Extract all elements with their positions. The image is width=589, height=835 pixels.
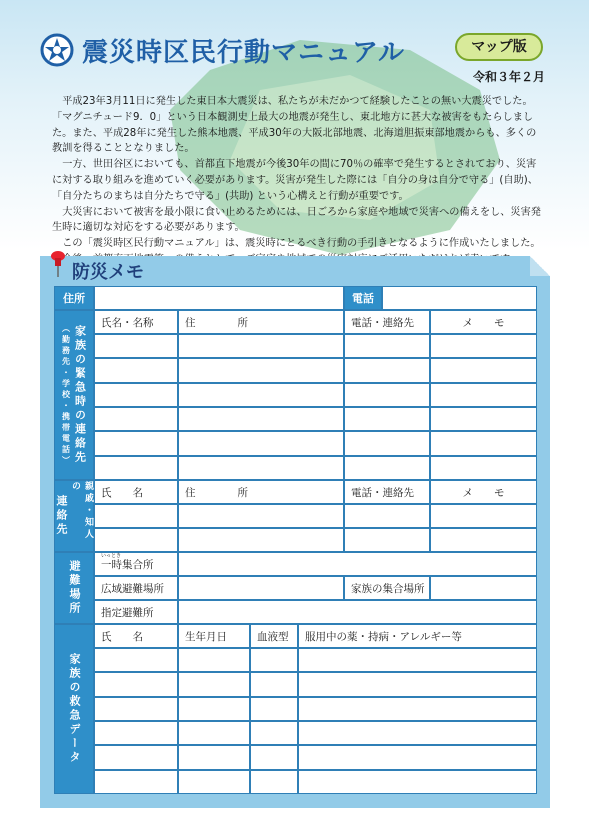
rescue-data-cell[interactable] [250,745,298,769]
family-contact-cell[interactable] [94,456,178,480]
family-contact-cell[interactable] [344,456,430,480]
family-contact-cell[interactable] [430,407,537,431]
relative-contact-cell[interactable] [94,528,178,552]
address-header: 住所 [54,286,94,310]
family-contacts-sub: （勤務先・学校・携帯電話） [61,323,71,467]
family-contact-cell[interactable] [344,431,430,455]
rescue-data-cell[interactable] [178,770,250,794]
col-phone-header: 電話・連絡先 [344,480,430,504]
family-contact-cell[interactable] [178,456,344,480]
relatives-label: 連絡先 [55,495,68,537]
setagaya-emblem-icon [40,33,74,67]
col-blood-header: 血液型 [250,624,298,648]
rescue-data-cell[interactable] [298,648,537,672]
rescue-data-cell[interactable] [94,672,178,696]
relative-contact-cell[interactable] [344,504,430,528]
col-address-header: 住 所 [178,310,344,334]
relative-contact-cell[interactable] [94,504,178,528]
col-address-header: 住 所 [178,480,344,504]
family-contacts-label: 家族の緊急時の連絡先 [73,325,87,465]
rescue-data-cell[interactable] [298,770,537,794]
relative-contact-cell[interactable] [178,528,344,552]
rescue-data-cell[interactable] [250,721,298,745]
rescue-data-cell[interactable] [178,721,250,745]
rescue-data-cell[interactable] [178,745,250,769]
address-field[interactable] [94,286,344,310]
issue-date: 令和３年２月 [472,70,545,84]
designated-shelter-label: 指定避難所 [94,600,178,624]
rescue-data-cell[interactable] [94,648,178,672]
memo-form [54,286,537,794]
rescue-data-cell[interactable] [250,697,298,721]
page-title: 震災時区民行動マニュアル [82,37,405,68]
rescue-data-cell[interactable] [178,697,250,721]
intro-text [52,94,546,268]
family-contact-cell[interactable] [344,334,430,358]
map-edition-badge: マップ版 [455,33,543,61]
family-contact-cell[interactable] [430,358,537,382]
col-medical-header: 服用中の薬・持病・アレルギー等 [298,624,537,648]
phone-header: 電話 [344,286,382,310]
intro-paragraph: この「震災時区民行動マニュアル」は、震災時にとるべき行動の手引きとなるように作成いたしました。 [62,238,541,250]
family-contact-cell[interactable] [430,334,537,358]
family-contact-cell[interactable] [430,431,537,455]
rescue-data-cell[interactable] [298,672,537,696]
family-contact-cell[interactable] [178,431,344,455]
col-phone-header: 電話・連絡先 [344,310,430,334]
family-contact-cell[interactable] [178,407,344,431]
family-assembly-field[interactable] [430,576,537,600]
shelter-label: 避難場所 [68,560,81,616]
family-contact-cell[interactable] [94,383,178,407]
relatives-sub: 親戚・知人の [70,481,93,541]
rescue-data-cell[interactable] [298,697,537,721]
family-contact-cell[interactable] [344,383,430,407]
relative-contact-cell[interactable] [430,528,537,552]
shelter-header [54,552,94,624]
wide-shelter-label: 広域避難場所 [94,576,178,600]
rescue-data-cell[interactable] [94,721,178,745]
rescue-data-cell[interactable] [250,648,298,672]
wide-shelter-field[interactable] [178,576,344,600]
family-contact-cell[interactable] [94,334,178,358]
col-name2-header: 氏 名 [94,480,178,504]
rescue-data-cell[interactable] [178,672,250,696]
rescue-data-cell[interactable] [250,770,298,794]
family-contact-cell[interactable] [94,358,178,382]
col-birth-header: 生年月日 [178,624,250,648]
temp-assembly-label [94,552,178,576]
rescue-data-label: 家族の救急データ [68,653,81,765]
family-assembly-label: 家族の集合場所 [344,576,430,600]
intro-paragraph: 大災害において被害を最小限に食い止めるためには、日ごろから家庭や地域で災害への備えをし、災害発生時に適切な対応をする必要があります。 [52,206,541,234]
intro-paragraph: 平成23年3月11日に発生した東日本大震災は、私たちが未だかつて経験したことの無い大震災でした。「マグニチュード9．0」という日本観測史上最大の地震が発生し、東北地方に甚大な被害をもたらしました。また、平成28年に発生した熊本地震、平成30年の大阪北部地震、北海道胆振東部地震からも、多くの教訓を得ることとなりました。 [52,96,537,155]
col-name2-header: 氏 名 [94,624,178,648]
temp-assembly-field[interactable] [178,552,537,576]
relative-contact-cell[interactable] [430,504,537,528]
rescue-data-cell[interactable] [298,745,537,769]
family-contacts-header [54,310,94,480]
family-contact-cell[interactable] [344,407,430,431]
rescue-data-cell[interactable] [178,648,250,672]
col-memo-header: メ モ [430,480,537,504]
phone-field[interactable] [382,286,537,310]
family-contact-cell[interactable] [430,383,537,407]
rescue-data-cell[interactable] [94,770,178,794]
col-name-header: 氏名・名称 [94,310,178,334]
rescue-data-cell[interactable] [94,697,178,721]
family-contact-cell[interactable] [94,431,178,455]
family-contact-cell[interactable] [344,358,430,382]
rescue-data-header [54,624,94,794]
designated-shelter-field[interactable] [178,600,537,624]
family-contact-cell[interactable] [178,383,344,407]
family-contact-cell[interactable] [94,407,178,431]
pushpin-icon [49,250,67,278]
relative-contact-cell[interactable] [178,504,344,528]
col-memo-header: メ モ [430,310,537,334]
page-curl [530,256,550,276]
rescue-data-cell[interactable] [250,672,298,696]
intro-paragraph: 一方、世田谷区においても、首都直下地震が今後30年の間に70％の確率で発生するとされており、災害に対する取り組みを進めていく必要があります。災害が発生した際には「自分の身は自分で守る」(自助)、「自分たちのまちは自分たちで守る」(共助) という心構えと行動が重要です。 [52,159,538,202]
rescue-data-cell[interactable] [94,745,178,769]
relatives-header [54,480,94,552]
temp-assembly-ruby: いっとき [101,553,122,559]
relative-contact-cell[interactable] [344,528,430,552]
title-row [40,30,405,70]
memo-title: 防災メモ [72,262,144,283]
family-contact-cell[interactable] [178,358,344,382]
family-contact-cell[interactable] [178,334,344,358]
rescue-data-cell[interactable] [298,721,537,745]
family-contact-cell[interactable] [430,456,537,480]
temp-assembly-text: 一時集合所 [101,558,154,571]
